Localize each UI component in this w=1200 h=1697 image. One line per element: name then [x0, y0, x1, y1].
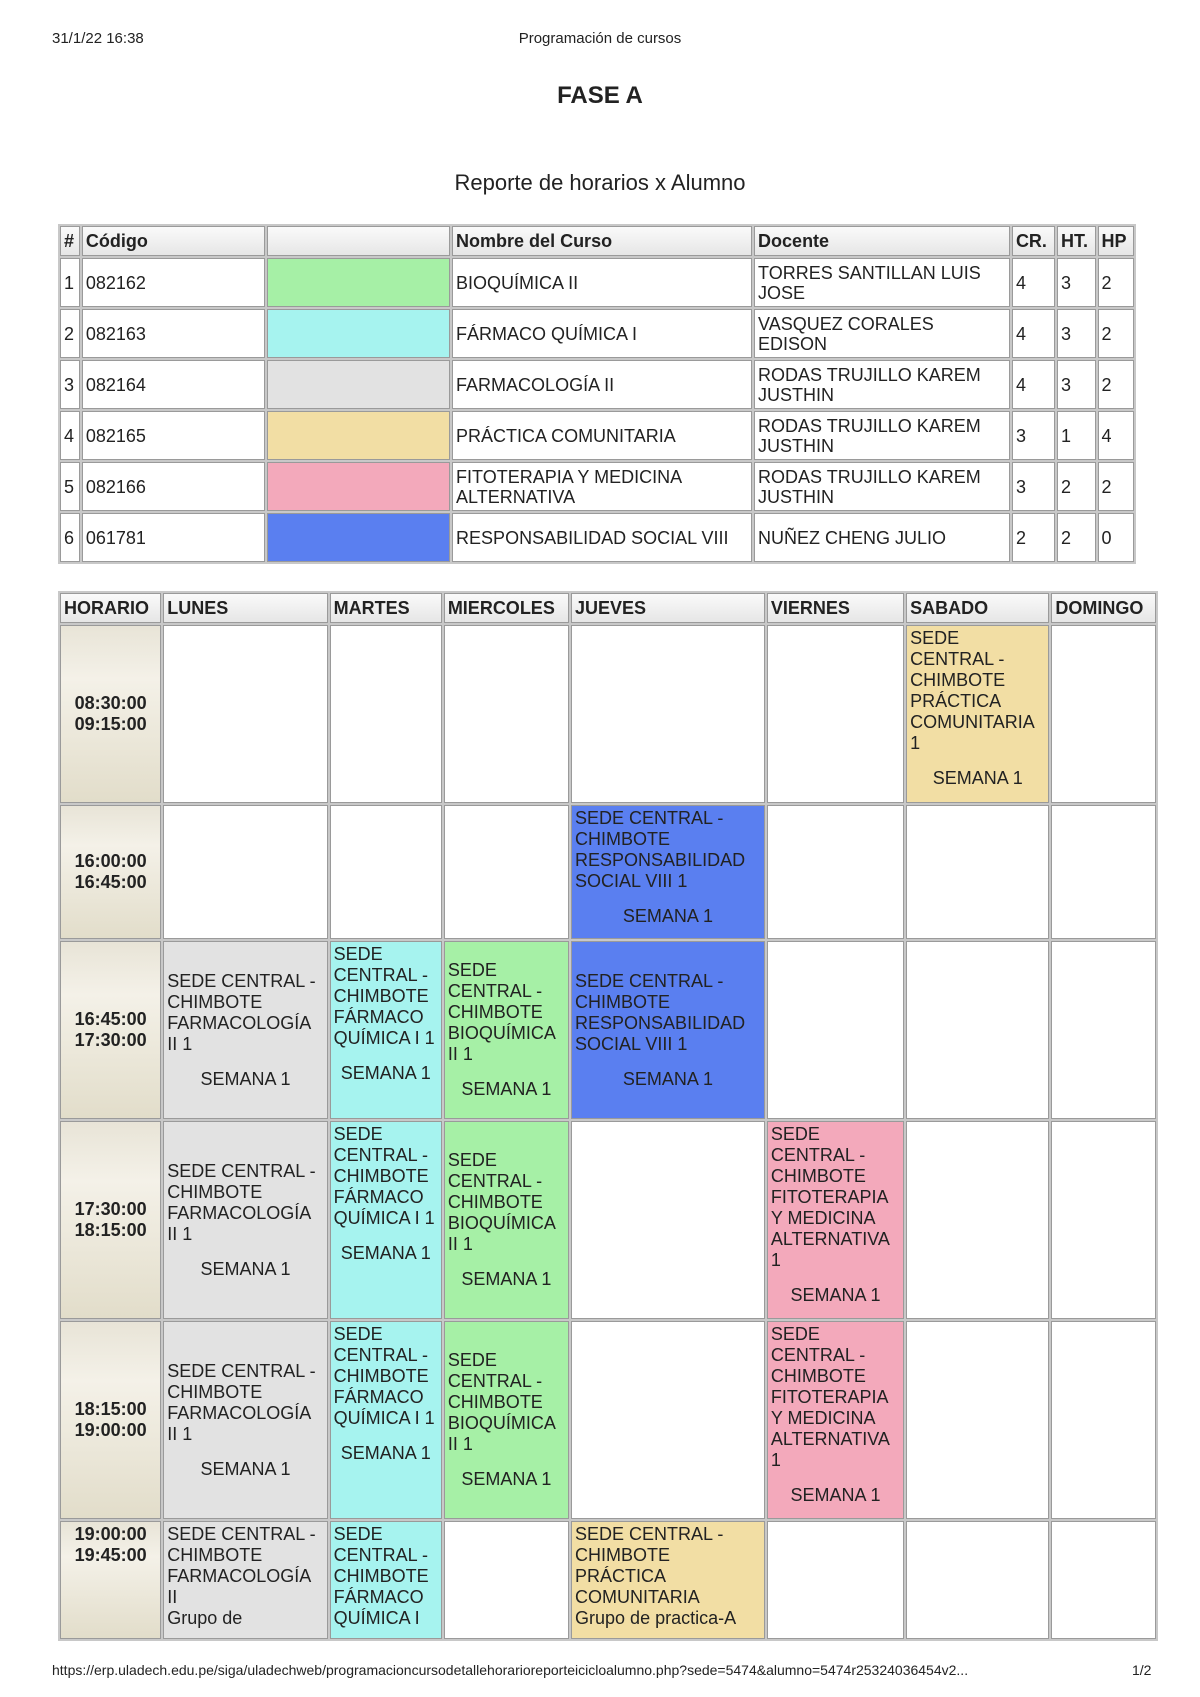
course-color-swatch: [267, 513, 450, 562]
class-block[interactable]: SEDE CENTRAL - CHIMBOTE PRÁCTICA COMUNITARIA 1 SEMANA 1: [906, 625, 1049, 803]
course-ht: 3: [1057, 360, 1096, 409]
course-number: 1: [60, 258, 80, 307]
course-color-swatch: [267, 309, 450, 358]
course-credits: 3: [1012, 411, 1055, 460]
empty-cell: [444, 805, 569, 939]
col-header-lunes: LUNES: [163, 593, 327, 623]
empty-cell: [571, 1321, 765, 1519]
empty-cell: [1051, 805, 1156, 939]
course-code: 082166: [82, 462, 265, 511]
empty-cell: [330, 805, 442, 939]
empty-cell: [767, 1521, 904, 1639]
empty-cell: [163, 625, 327, 803]
print-url: https://erp.uladech.edu.pe/siga/uladechweb/programacioncursodetallehorarioreporteicicloalumno.php?sede=5474&alumno=5474r25324036454v2...: [52, 1662, 969, 1678]
print-datetime: 31/1/22 16:38: [52, 30, 144, 47]
time-slot: 19:00:00 19:45:00: [60, 1521, 161, 1639]
course-row: [60, 258, 1134, 307]
color-swatch: [268, 361, 449, 408]
class-block[interactable]: SEDE CENTRAL - CHIMBOTE FARMACOLOGÍA II 1 SEMANA 1: [163, 1121, 327, 1319]
col-header-viernes: VIERNES: [767, 593, 904, 623]
course-color-swatch: [267, 411, 450, 460]
class-block[interactable]: SEDE CENTRAL - CHIMBOTE FARMACOLOGÍA II 1 SEMANA 1: [163, 1321, 327, 1519]
class-block[interactable]: SEDE CENTRAL - CHIMBOTE FARMACOLOGÍA II Grupo de: [163, 1521, 327, 1639]
course-number: 4: [60, 411, 80, 460]
course-credits: 2: [1012, 513, 1055, 562]
course-number: 5: [60, 462, 80, 511]
class-block[interactable]: SEDE CENTRAL - CHIMBOTE FÁRMACO QUÍMICA I 1 SEMANA 1: [330, 941, 442, 1119]
col-header-sabado: SABADO: [906, 593, 1049, 623]
course-teacher: VASQUEZ CORALES EDISON: [754, 309, 1010, 358]
course-ht: 2: [1057, 462, 1096, 511]
course-ht: 3: [1057, 258, 1096, 307]
empty-cell: [444, 1521, 569, 1639]
course-code: 061781: [82, 513, 265, 562]
time-slot: 16:00:00 16:45:00: [60, 805, 161, 939]
class-block[interactable]: SEDE CENTRAL - CHIMBOTE FÁRMACO QUÍMICA I 1 SEMANA 1: [330, 1321, 442, 1519]
col-header-hp: HP: [1098, 226, 1134, 256]
col-header-teacher: Docente: [754, 226, 1010, 256]
course-code: 082165: [82, 411, 265, 460]
time-slot: 16:45:00 17:30:00: [60, 941, 161, 1119]
course-ht: 2: [1057, 513, 1096, 562]
empty-cell: [906, 941, 1049, 1119]
class-block[interactable]: SEDE CENTRAL - CHIMBOTE FARMACOLOGÍA II 1 SEMANA 1: [163, 941, 327, 1119]
class-block[interactable]: SEDE CENTRAL - CHIMBOTE FÁRMACO QUÍMICA I: [330, 1521, 442, 1639]
schedule-table: [58, 591, 1158, 1641]
fase-heading: FASE A: [557, 82, 643, 109]
col-header-cr: CR.: [1012, 226, 1055, 256]
class-block[interactable]: SEDE CENTRAL - CHIMBOTE FÁRMACO QUÍMICA I 1 SEMANA 1: [330, 1121, 442, 1319]
course-teacher: TORRES SANTILLAN LUIS JOSE: [754, 258, 1010, 307]
course-name: RESPONSABILIDAD SOCIAL VIII: [452, 513, 752, 562]
col-header-ht: HT.: [1057, 226, 1096, 256]
color-swatch: [268, 259, 449, 306]
class-block[interactable]: SEDE CENTRAL - CHIMBOTE BIOQUÍMICA II 1 SEMANA 1: [444, 1321, 569, 1519]
courses-header-row: [60, 226, 1134, 256]
class-block[interactable]: SEDE CENTRAL - CHIMBOTE FITOTERAPIA Y MEDICINA ALTERNATIVA 1 SEMANA 1: [767, 1121, 904, 1319]
schedule-row: [60, 1521, 1156, 1639]
course-color-swatch: [267, 258, 450, 307]
course-row: [60, 411, 1134, 460]
course-hp: 2: [1098, 258, 1134, 307]
time-slot: 17:30:00 18:15:00: [60, 1121, 161, 1319]
empty-cell: [444, 625, 569, 803]
course-row: [60, 309, 1134, 358]
course-code: 082164: [82, 360, 265, 409]
schedule-row: [60, 805, 1156, 939]
empty-cell: [906, 1321, 1049, 1519]
course-credits: 4: [1012, 258, 1055, 307]
schedule-header-row: [60, 593, 1156, 623]
class-block[interactable]: SEDE CENTRAL - CHIMBOTE BIOQUÍMICA II 1 SEMANA 1: [444, 941, 569, 1119]
course-name: BIOQUÍMICA II: [452, 258, 752, 307]
empty-cell: [1051, 1521, 1156, 1639]
course-name: FARMACOLOGÍA II: [452, 360, 752, 409]
courses-table: [58, 224, 1136, 564]
col-header-miercoles: MIERCOLES: [444, 593, 569, 623]
class-block[interactable]: SEDE CENTRAL - CHIMBOTE RESPONSABILIDAD SOCIAL VIII 1 SEMANA 1: [571, 941, 765, 1119]
course-number: 2: [60, 309, 80, 358]
schedule-row: [60, 625, 1156, 803]
empty-cell: [767, 625, 904, 803]
course-hp: 0: [1098, 513, 1134, 562]
col-header-code: Código: [82, 226, 265, 256]
class-block[interactable]: SEDE CENTRAL - CHIMBOTE FITOTERAPIA Y MEDICINA ALTERNATIVA 1 SEMANA 1: [767, 1321, 904, 1519]
col-header-course-name: Nombre del Curso: [452, 226, 752, 256]
empty-cell: [571, 1121, 765, 1319]
col-header-jueves: JUEVES: [571, 593, 765, 623]
empty-cell: [1051, 625, 1156, 803]
class-block[interactable]: SEDE CENTRAL - CHIMBOTE PRÁCTICA COMUNITARIA Grupo de practica-A: [571, 1521, 765, 1639]
empty-cell: [767, 805, 904, 939]
empty-cell: [906, 1121, 1049, 1319]
course-code: 082162: [82, 258, 265, 307]
course-row: [60, 513, 1134, 562]
empty-cell: [163, 805, 327, 939]
schedule-row: [60, 941, 1156, 1119]
empty-cell: [906, 805, 1049, 939]
course-hp: 2: [1098, 360, 1134, 409]
color-swatch: [268, 310, 449, 357]
col-header-color: [267, 226, 450, 256]
col-header-domingo: DOMINGO: [1051, 593, 1156, 623]
schedule-row: [60, 1321, 1156, 1519]
course-ht: 3: [1057, 309, 1096, 358]
course-ht: 1: [1057, 411, 1096, 460]
course-row: [60, 360, 1134, 409]
course-credits: 3: [1012, 462, 1055, 511]
course-teacher: RODAS TRUJILLO KAREM JUSTHIN: [754, 360, 1010, 409]
empty-cell: [1051, 1321, 1156, 1519]
course-hp: 2: [1098, 462, 1134, 511]
time-slot: 18:15:00 19:00:00: [60, 1321, 161, 1519]
course-teacher: RODAS TRUJILLO KAREM JUSTHIN: [754, 411, 1010, 460]
class-block[interactable]: SEDE CENTRAL - CHIMBOTE RESPONSABILIDAD SOCIAL VIII 1 SEMANA 1: [571, 805, 765, 939]
page-number: 1/2: [1132, 1662, 1152, 1678]
course-hp: 2: [1098, 309, 1134, 358]
empty-cell: [1051, 941, 1156, 1119]
empty-cell: [571, 625, 765, 803]
course-teacher: RODAS TRUJILLO KAREM JUSTHIN: [754, 462, 1010, 511]
color-swatch: [268, 463, 449, 510]
course-name: PRÁCTICA COMUNITARIA: [452, 411, 752, 460]
course-name: FITOTERAPIA Y MEDICINA ALTERNATIVA: [452, 462, 752, 511]
empty-cell: [767, 941, 904, 1119]
empty-cell: [330, 625, 442, 803]
course-number: 3: [60, 360, 80, 409]
course-hp: 4: [1098, 411, 1134, 460]
time-slot: 08:30:00 09:15:00: [60, 625, 161, 803]
course-color-swatch: [267, 462, 450, 511]
course-row: [60, 462, 1134, 511]
course-name: FÁRMACO QUÍMICA I: [452, 309, 752, 358]
course-number: 6: [60, 513, 80, 562]
course-credits: 4: [1012, 360, 1055, 409]
empty-cell: [1051, 1121, 1156, 1319]
course-teacher: NUÑEZ CHENG JULIO: [754, 513, 1010, 562]
col-header-horario: HORARIO: [60, 593, 161, 623]
course-code: 082163: [82, 309, 265, 358]
course-color-swatch: [267, 360, 450, 409]
schedule-row: [60, 1121, 1156, 1319]
color-swatch: [268, 412, 449, 459]
col-header-martes: MARTES: [330, 593, 442, 623]
col-header-number: #: [60, 226, 80, 256]
print-title: Programación de cursos: [518, 30, 682, 47]
report-title: Reporte de horarios x Alumno: [454, 170, 746, 195]
class-block[interactable]: SEDE CENTRAL - CHIMBOTE BIOQUÍMICA II 1 SEMANA 1: [444, 1121, 569, 1319]
course-credits: 4: [1012, 309, 1055, 358]
empty-cell: [906, 1521, 1049, 1639]
color-swatch: [268, 514, 449, 561]
